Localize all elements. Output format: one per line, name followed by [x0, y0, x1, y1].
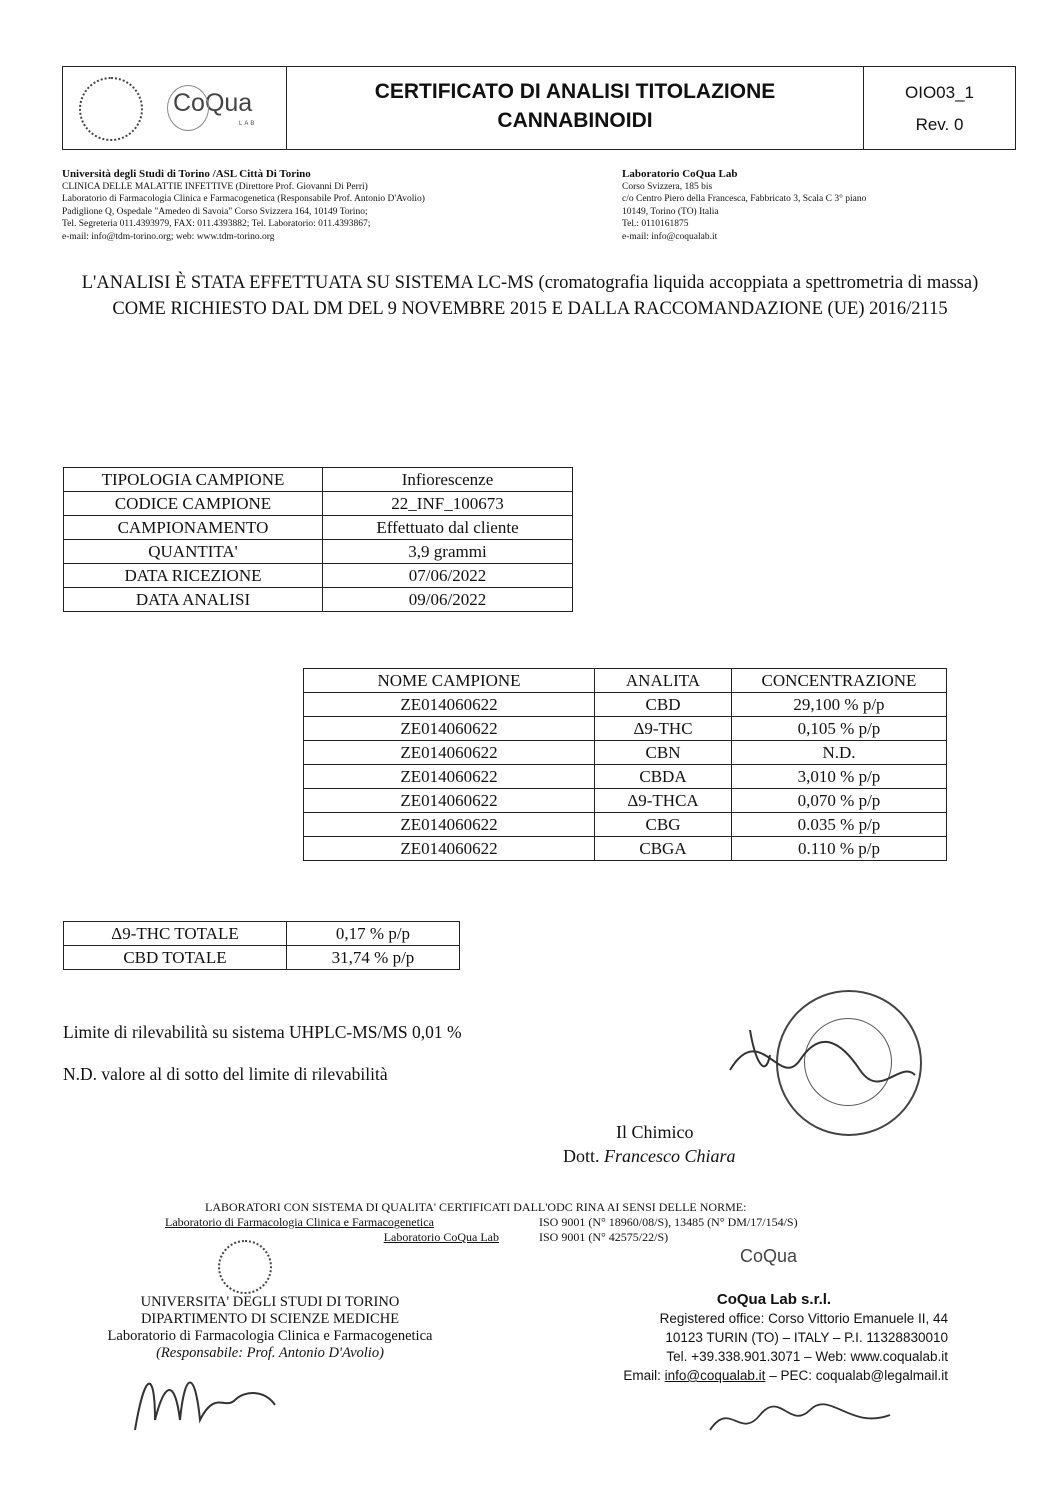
sample-value: 22_INF_100673	[323, 492, 573, 516]
coqua-footer-logo: CoQua	[740, 1246, 798, 1266]
table-row: ZE014060622 CBDA 3,010 % p/p	[304, 765, 947, 789]
table-row	[64, 946, 460, 970]
total-label: CBD TOTALE	[64, 946, 287, 970]
analysis-statement: L'ANALISI È STATA EFFETTUATA SU SISTEMA LC-MS (cromatografia liquida accoppiata a spettrometria di massa) COME RICHIESTO DAL DM DEL 9 NOVEMBRE 2015 E DALLA RACCOMANDAZIONE (UE) 2016/2115	[81, 273, 979, 319]
university-seal-icon	[79, 77, 143, 141]
sample-value: 07/06/2022	[323, 564, 573, 588]
sample-label: TIPOLOGIA CAMPIONE	[64, 468, 323, 492]
total-value: 31,74 % p/p	[287, 946, 460, 970]
responsible-signature-icon	[125, 1360, 285, 1440]
coqua-logo	[161, 77, 273, 137]
table-row: ZE014060622 CBG 0.035 % p/p	[304, 813, 947, 837]
sample-value: Effettuato dal cliente	[323, 516, 573, 540]
university-seal-icon	[218, 1240, 272, 1294]
sample-value: 09/06/2022	[323, 588, 573, 612]
company-footer: CoQua Lab s.r.l. Registered office: Corso Vittorio Emanuele II, 44 10123 TURIN (TO) – ITALY – P.I. 11328830010 Tel. +39.338.901.3071 – Web: www.coqualab.it Email: info@coqualab.it – PEC: coqualab@legalmail.it	[623, 1291, 948, 1383]
detection-limit-note: Limite di rilevabilità su sistema UHPLC-MS/MS 0,01 %	[63, 1022, 462, 1042]
chemist-role: Il Chimico	[616, 1122, 694, 1142]
sample-info-table	[63, 467, 573, 612]
table-row: ZE014060622 CBGA 0.110 % p/p	[304, 837, 947, 861]
results-table	[303, 668, 947, 861]
sample-label: QUANTITA'	[64, 540, 323, 564]
sample-value: 3,9 grammi	[323, 540, 573, 564]
sample-value: Infiorescenze	[323, 468, 573, 492]
sample-label: DATA ANALISI	[64, 588, 323, 612]
total-label: Δ9-THC TOTALE	[64, 922, 287, 946]
table-row: ZE014060622 Δ9-THC 0,105 % p/p	[304, 717, 947, 741]
table-row	[64, 922, 460, 946]
company-signature-icon	[700, 1390, 900, 1450]
email-link[interactable]: info@coqualab.it	[664, 1368, 766, 1383]
table-row: ZE014060622 CBD 29,100 % p/p	[304, 693, 947, 717]
table-row	[64, 492, 573, 516]
table-row: ZE014060622 CBN N.D.	[304, 741, 947, 765]
column-header: ANALITA	[595, 669, 732, 693]
chemist-signature-icon	[720, 1000, 920, 1100]
column-header: NOME CAMPIONE	[304, 669, 595, 693]
sample-label: DATA RICEZIONE	[64, 564, 323, 588]
document-title: CERTIFICATO DI ANALISI TITOLAZIONE CANNABINOIDI	[374, 80, 776, 132]
university-info: Università degli Studi di Torino /ASL Città Di Torino CLINICA DELLE MALATTIE INFETTIVE (Direttore Prof. Giovanni Di Perri) Laboratorio di Farmacologia Clinica e Farmacogenetica (Responsabile Prof. Antonio D'Avolio) Padiglione Q, Ospedale "Amedeo di Savoia" Corso Svizzera 164, 10149 Torino; Tel. Segreteria 011.4393979, FAX: 011.4393882; Tel. Laboratorio: 011.4393867; e-mail: info@tdm-torino.org; web: www.tdm-torino.org	[62, 168, 425, 242]
quality-certification: LABORATORI CON SISTEMA DI QUALITA' CERTIFICATI DALL'ODC RINA AI SENSI DELLE NORME: Laboratorio di Farmacologia Clinica e Farmacogenetica ISO 9001 (N° 18960/08/S), 13485 (N° DM/17/154/S) Laboratorio CoQua Lab ISO 9001 (N° 42575/22/S)	[165, 1200, 798, 1244]
logo-text: CoQua	[173, 89, 253, 117]
table-row	[64, 516, 573, 540]
chemist-name: Dott. Francesco Chiara	[563, 1146, 736, 1166]
table-row	[64, 540, 573, 564]
table-row	[64, 588, 573, 612]
table-row	[64, 564, 573, 588]
column-header: CONCENTRAZIONE	[732, 669, 947, 693]
totals-table	[63, 921, 460, 970]
sample-label: CODICE CAMPIONE	[64, 492, 323, 516]
sample-label: CAMPIONAMENTO	[64, 516, 323, 540]
table-row	[64, 468, 573, 492]
total-value: 0,17 % p/p	[287, 922, 460, 946]
document-header	[62, 66, 1016, 150]
document-code: OIO03_1 Rev. 0	[905, 83, 974, 134]
table-row: ZE014060622 Δ9-THCA 0,070 % p/p	[304, 789, 947, 813]
university-footer: UNIVERSITA' DEGLI STUDI DI TORINO DIPARTIMENTO DI SCIENZE MEDICHE Laboratorio di Farmacologia Clinica e Farmacogenetica (Responsabile: Prof. Antonio D'Avolio)	[107, 1294, 433, 1361]
coqua-lab-info: Laboratorio CoQua Lab Corso Svizzera, 185 bis c/o Centro Piero della Francesca, Fabbricato 3, Scala C 3° piano 10149, Torino (TO) Italia Tel.: 0110161875 e-mail: info@coqualab.it	[622, 168, 867, 242]
table-header-row	[304, 669, 947, 693]
logo-subtext: LAB	[239, 121, 257, 127]
nd-note: N.D. valore al di sotto del limite di rilevabilità	[63, 1064, 388, 1084]
